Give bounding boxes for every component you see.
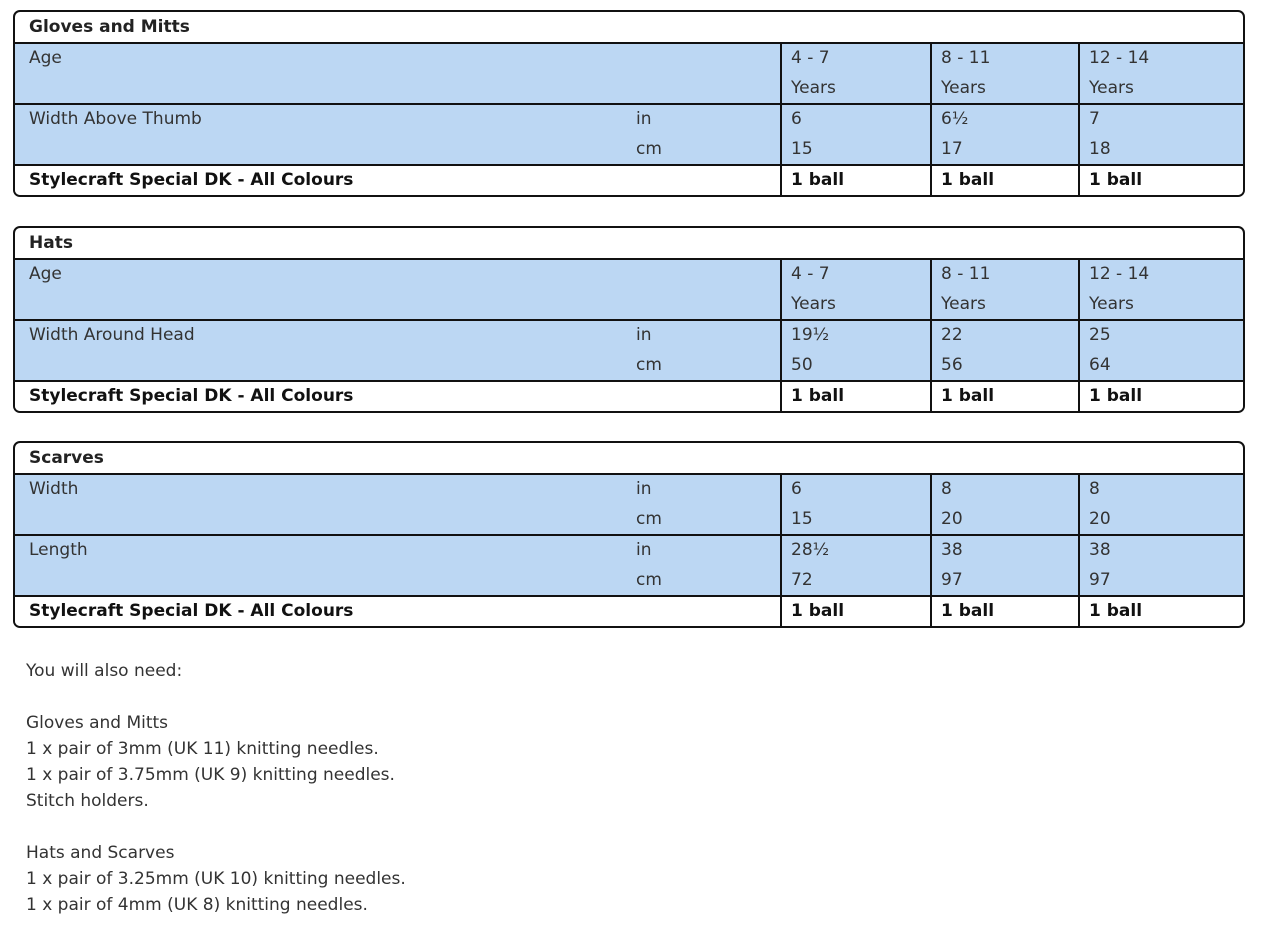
yarn-cell: 1 ball [1078,382,1243,411]
measurement-cell: 25 64 [1078,321,1243,380]
measurement-cell: 7 18 [1078,105,1243,164]
age-label: Age [29,48,62,68]
age-cell: 12 - 14 Years [1078,260,1243,319]
unit-cell [622,597,780,626]
measurement-cell: 8 20 [930,475,1078,534]
yarn-cell: 1 ball [780,166,930,195]
notes-heading-gloves: Gloves and Mitts [26,713,169,733]
measurement-cell: 28½ 72 [780,536,930,595]
list-item: 1 x pair of 4mm (UK 8) knitting needles. [26,895,368,915]
spacer [26,814,406,840]
age-cell: 8 - 11 Years [930,260,1078,319]
measurement-cell: 22 56 [930,321,1078,380]
scarves-table [13,441,1245,628]
age-cell: 12 - 14 Years [1078,44,1243,103]
yarn-cell: 1 ball [930,597,1078,626]
measurement-cell: 6 15 [780,105,930,164]
age-cell: 4 - 7 Years [780,260,930,319]
yarn-cell: 1 ball [780,382,930,411]
unit-cell [622,166,780,195]
length-label: Length [29,540,88,560]
list-item: 1 x pair of 3mm (UK 11) knitting needles. [26,739,379,759]
age-row [15,260,1243,321]
unit-cell: in cm [636,479,662,529]
hats-table [13,226,1245,413]
unit-cell: in cm [636,325,662,375]
measurement-cell: 19½ 50 [780,321,930,380]
measurement-label: Width Above Thumb [29,109,202,129]
measurement-cell: 38 97 [1078,536,1243,595]
yarn-label: Stylecraft Special DK - All Colours [29,386,354,406]
yarn-cell: 1 ball [780,597,930,626]
width-row [15,475,1243,536]
table-title: Hats [15,228,1243,260]
unit-cell [622,260,780,319]
materials-notes [26,658,406,918]
measurement-row [15,321,1243,382]
measurement-label: Width Around Head [29,325,195,345]
yarn-row [15,382,1243,411]
age-row [15,44,1243,105]
table-title: Gloves and Mitts [15,12,1243,44]
notes-heading-hats: Hats and Scarves [26,843,175,863]
length-row [15,536,1243,597]
yarn-row [15,597,1243,626]
width-label: Width [29,479,79,499]
measurement-cell: 38 97 [930,536,1078,595]
gloves-mitts-table [13,10,1245,197]
yarn-row [15,166,1243,195]
measurement-row [15,105,1243,166]
age-label: Age [29,264,62,284]
list-item: Stitch holders. [26,791,149,811]
age-cell: 8 - 11 Years [930,44,1078,103]
notes-intro: You will also need: [26,661,183,681]
spacer [26,684,406,710]
table-title: Scarves [15,443,1243,475]
list-item: 1 x pair of 3.25mm (UK 10) knitting needles. [26,869,406,889]
list-item: 1 x pair of 3.75mm (UK 9) knitting needles. [26,765,395,785]
yarn-label: Stylecraft Special DK - All Colours [29,170,354,190]
measurement-cell: 6½ 17 [930,105,1078,164]
unit-cell [622,382,780,411]
yarn-cell: 1 ball [1078,597,1243,626]
yarn-cell: 1 ball [930,166,1078,195]
yarn-cell: 1 ball [1078,166,1243,195]
unit-cell: in cm [636,540,662,590]
yarn-label: Stylecraft Special DK - All Colours [29,601,354,621]
measurement-cell: 8 20 [1078,475,1243,534]
unit-cell [622,44,780,103]
yarn-cell: 1 ball [930,382,1078,411]
unit-cell: in cm [636,109,662,159]
age-cell: 4 - 7 Years [780,44,930,103]
measurement-cell: 6 15 [780,475,930,534]
